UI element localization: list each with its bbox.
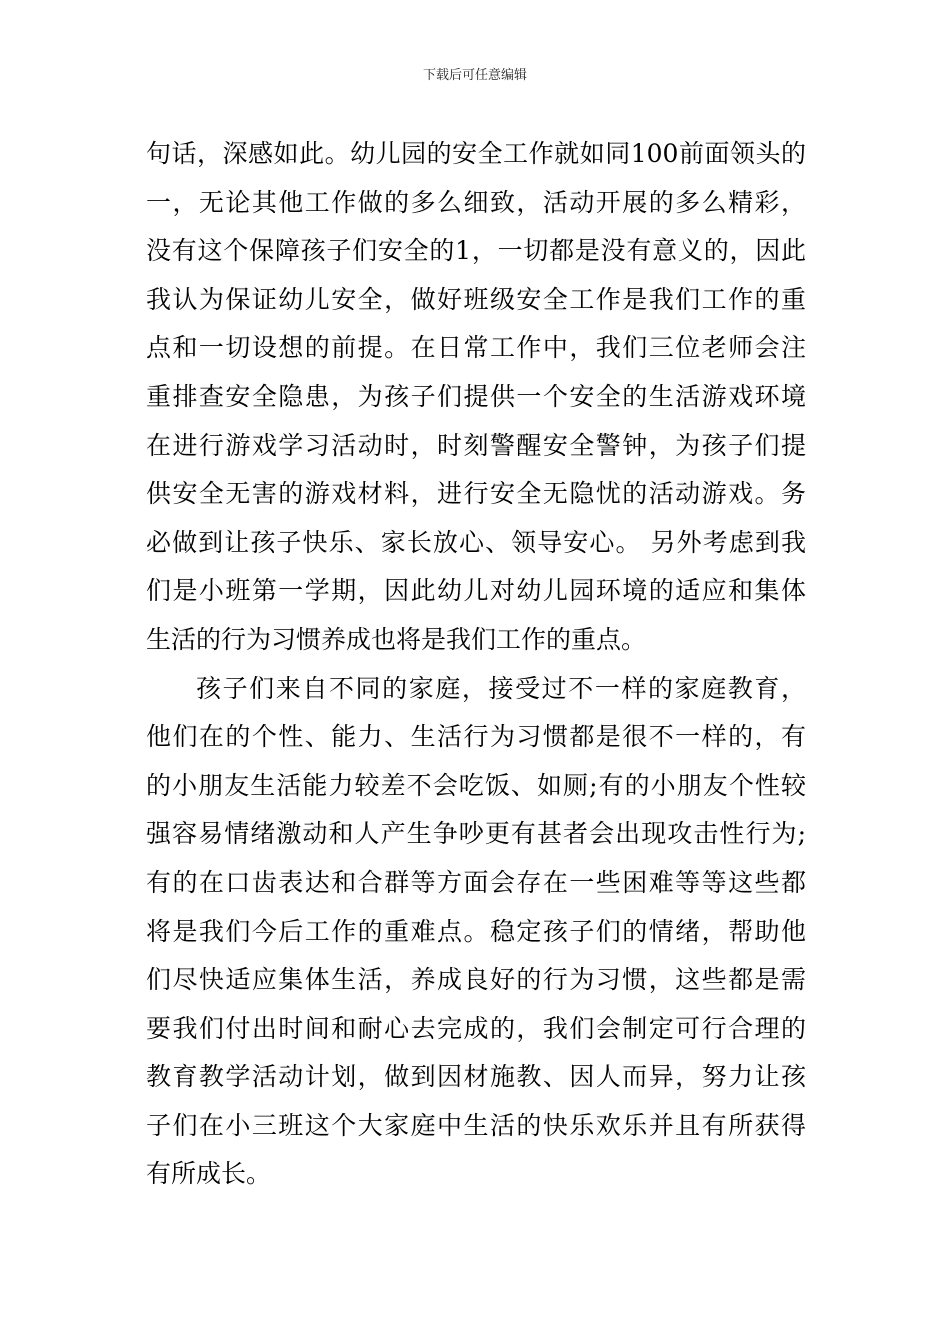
- body-text: [146, 130, 806, 1199]
- paragraph-1-line-9: 必做到让孩子快乐、家长放心、领导安心。 另外考虑到我: [146, 527, 806, 557]
- paragraph-2-line-11: 有所成长。: [146, 1159, 272, 1189]
- paragraph-2-line-10: 子们在小三班这个大家庭中生活的快乐欢乐并且有所获得: [146, 1110, 806, 1140]
- paragraph-1-line-7: 在进行游戏学习活动时，时刻警醒安全警钟，为孩子们提: [146, 430, 806, 460]
- paragraph-1-line-4: 我认为保证幼儿安全，做好班级安全工作是我们工作的重: [146, 284, 806, 314]
- paragraph-1-line-2: 一，无论其他工作做的多么细致，活动开展的多么精彩，: [146, 187, 806, 217]
- header-note: 下载后可任意编辑: [422, 68, 527, 83]
- paragraph-2-line-5: 有的在口齿表达和合群等方面会存在一些困难等等这些都: [146, 867, 806, 897]
- paragraph-1-line-1: 句话，深感如此。幼儿园的安全工作就如同100前面领头的: [146, 139, 806, 168]
- paragraph-2-line-1: 孩子们来自不同的家庭，接受过不一样的家庭教育，: [196, 673, 806, 703]
- paragraph-1-line-10: 们是小班第一学期，因此幼儿对幼儿园环境的适应和集体: [146, 576, 806, 606]
- paragraph-2-line-2: 他们在的个性、能力、生活行为习惯都是很不一样的，有: [146, 722, 806, 752]
- paragraph-2-line-9: 教育教学活动计划，做到因材施教、因人而异，努力让孩: [146, 1062, 806, 1092]
- paragraph-1-line-8: 供安全无害的游戏材料，进行安全无隐忧的活动游戏。务: [146, 479, 806, 509]
- paragraph-2-line-4: 强容易情绪激动和人产生争吵更有甚者会出现攻击性行为;: [146, 819, 806, 849]
- paragraph-2-line-3: 的小朋友生活能力较差不会吃饭、如厕;有的小朋友个性较: [146, 770, 806, 800]
- paragraph-2-line-8: 要我们付出时间和耐心去完成的，我们会制定可行合理的: [146, 1013, 806, 1043]
- paragraph-1-line-3: 没有这个保障孩子们安全的1，一切都是没有意义的，因此: [146, 236, 806, 266]
- paragraph-2-line-7: 们尽快适应集体生活，养成良好的行为习惯，这些都是需: [146, 965, 806, 995]
- paragraph-2-line-6: 将是我们今后工作的重难点。稳定孩子们的情绪，帮助他: [146, 916, 806, 946]
- paragraph-1-line-5: 点和一切设想的前提。在日常工作中，我们三位老师会注: [146, 333, 806, 363]
- paragraph-1-line-6: 重排查安全隐患，为孩子们提供一个安全的生活游戏环境: [146, 381, 806, 411]
- paragraph-1-line-11: 生活的行为习惯养成也将是我们工作的重点。: [146, 624, 647, 654]
